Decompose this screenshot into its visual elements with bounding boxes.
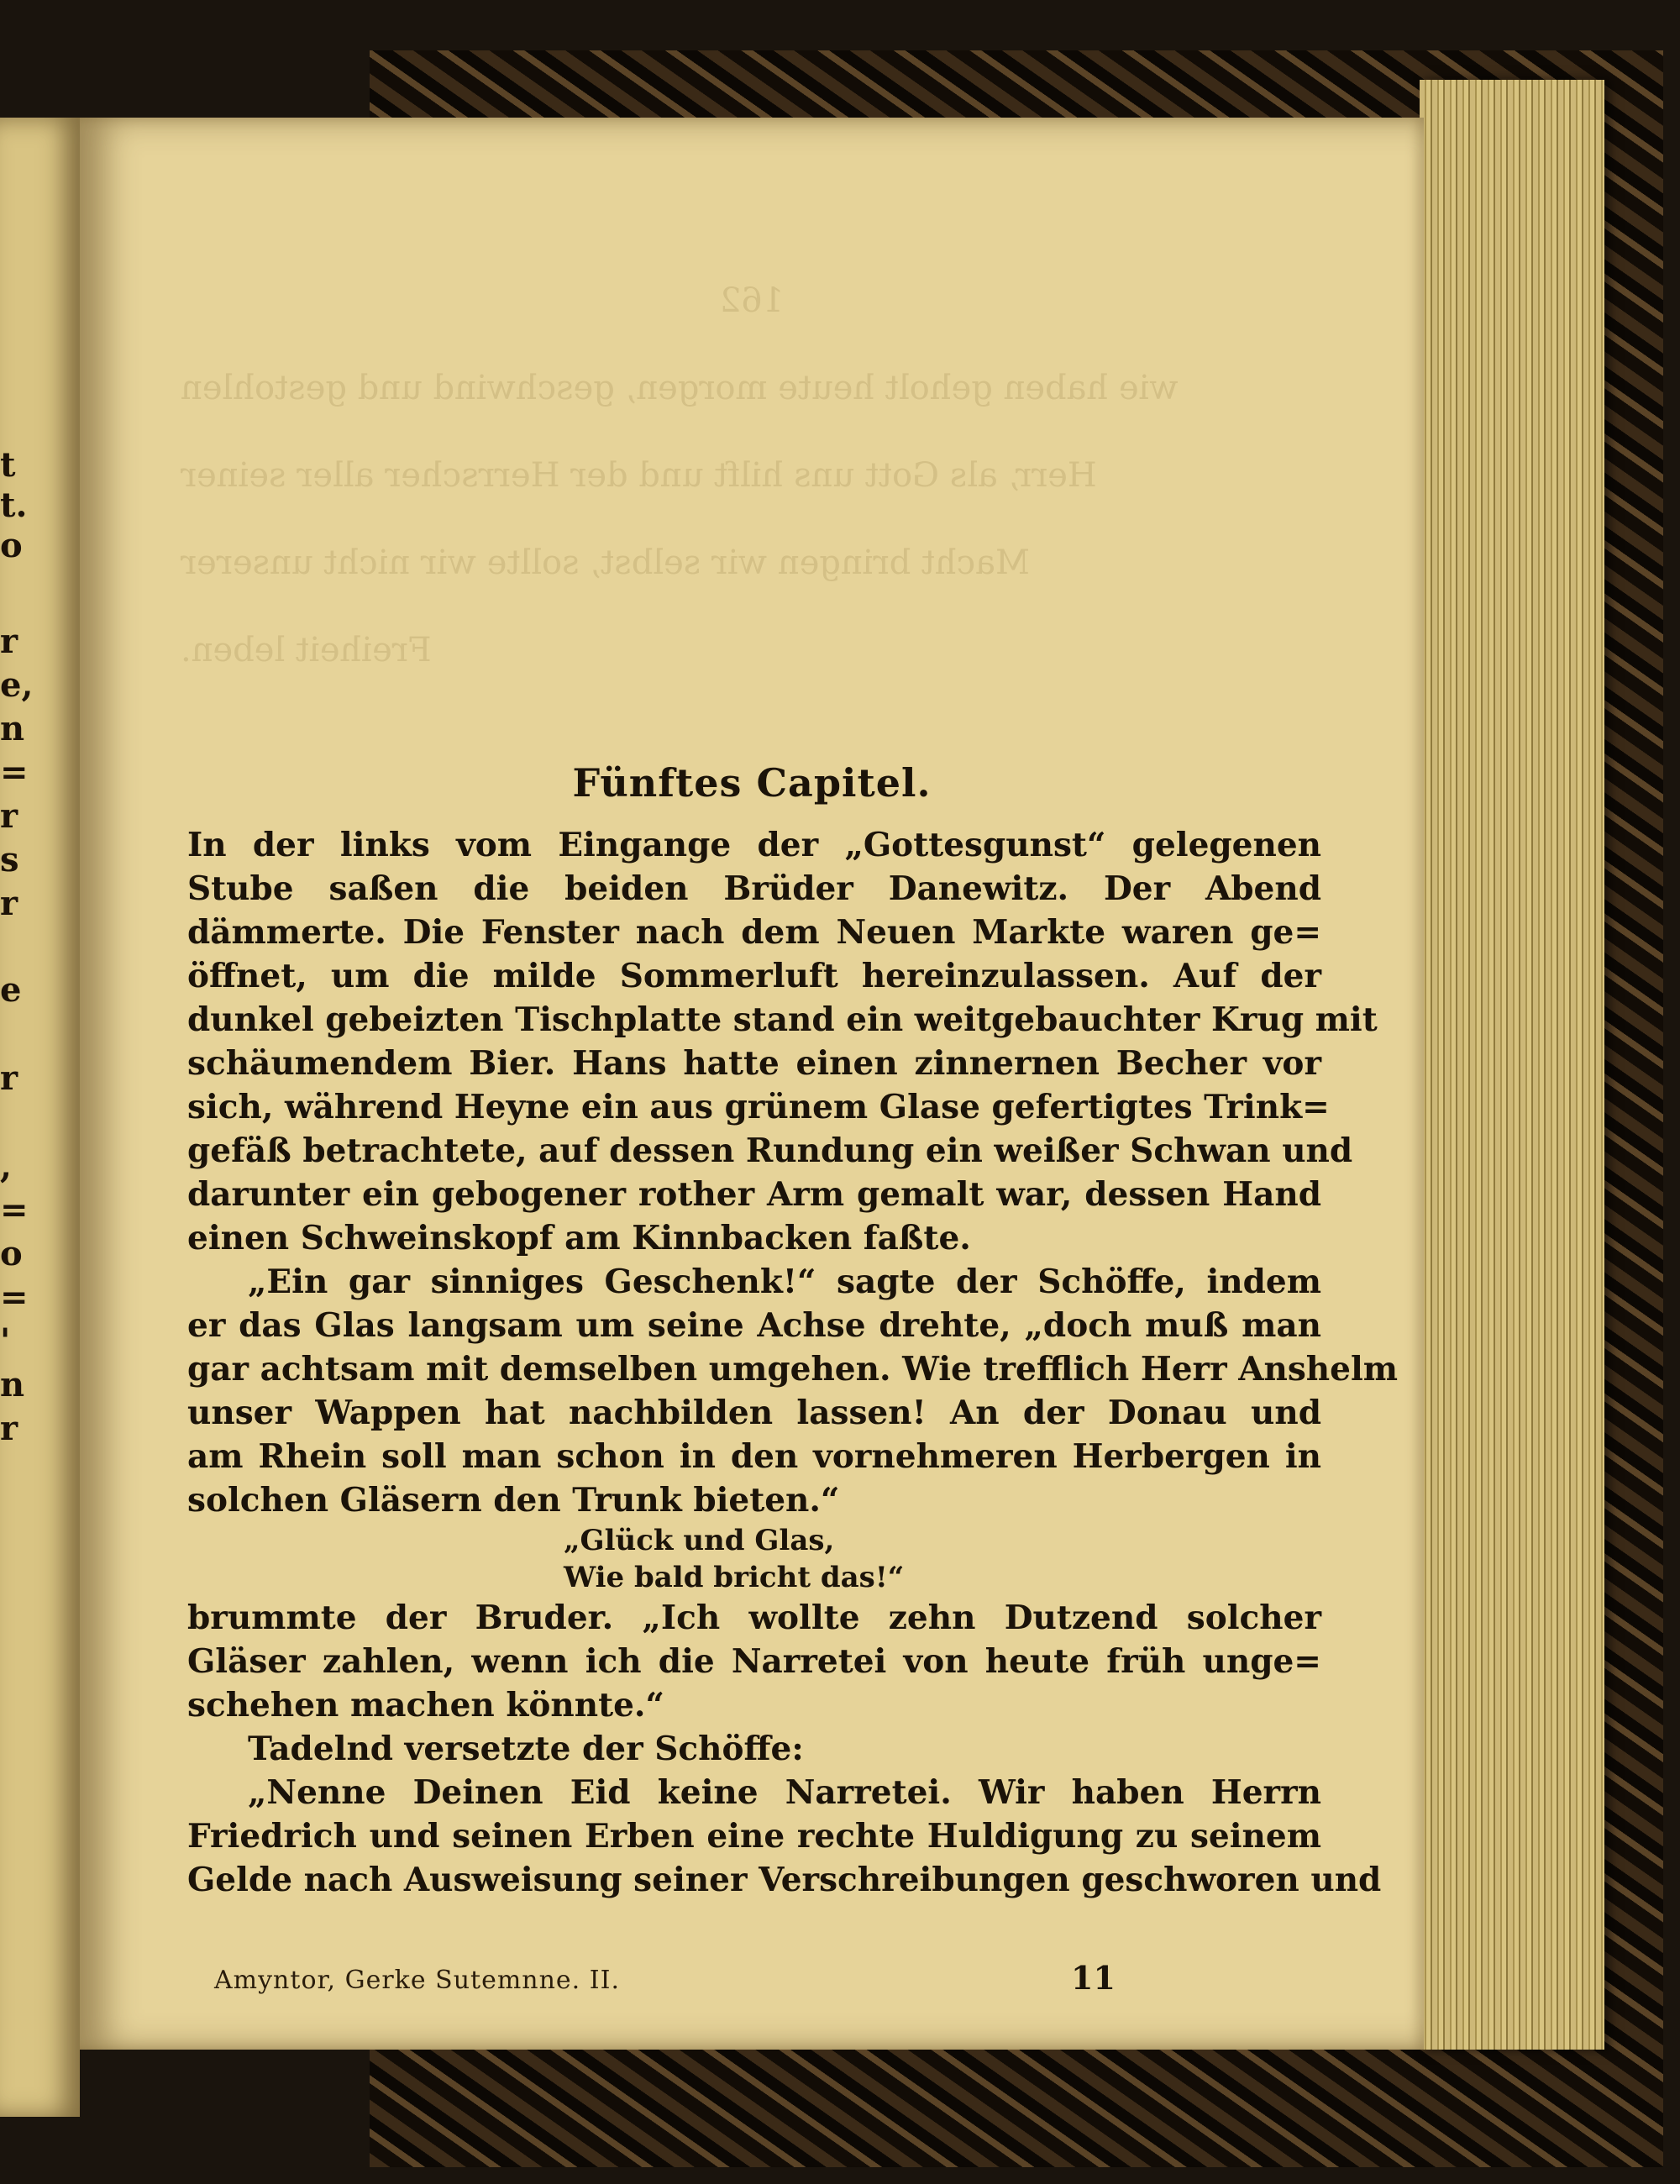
fragment: r bbox=[0, 1058, 18, 1098]
bleed-line: Herr, als Gott uns hilft und der Herrscher aller seiner bbox=[181, 456, 1097, 495]
fragment: r bbox=[0, 1409, 18, 1448]
text-line: dämmerte. Die Fenster nach dem Neuen Markte waren ge= bbox=[187, 913, 1321, 952]
fragment: e, bbox=[0, 665, 34, 705]
fragment: s bbox=[0, 840, 19, 879]
book-page bbox=[80, 118, 1424, 2050]
fragment: r bbox=[0, 622, 18, 661]
bleed-page-number: 162 bbox=[719, 281, 785, 320]
text-line: gefäß betrachtete, auf dessen Rundung ein weißer Schwan und bbox=[187, 1131, 1353, 1170]
page-edges bbox=[1420, 80, 1604, 2050]
bleed-line: wie haben geholt heute morgen, geschwind und gestohlen bbox=[181, 369, 1179, 407]
fragment: = bbox=[0, 1278, 29, 1317]
fragment: t bbox=[0, 445, 16, 485]
verse-line: Wie bald bricht das!“ bbox=[564, 1561, 905, 1594]
text-line: schehen machen könnte.“ bbox=[187, 1686, 664, 1725]
text-line: solchen Gläsern den Trunk bieten.“ bbox=[187, 1481, 840, 1520]
text-line: am Rhein soll man schon in den vornehmeren Herbergen in bbox=[187, 1437, 1321, 1476]
fragment: = bbox=[0, 1190, 29, 1230]
fragment: , bbox=[0, 1147, 12, 1186]
text-line: „Ein gar sinniges Geschenk!“ sagte der Schöffe, indem bbox=[248, 1263, 1321, 1301]
body-text bbox=[187, 823, 1399, 1902]
text-line: In der links vom Eingange der „Gottesgunst“ gelegenen bbox=[187, 826, 1321, 864]
fragment: ' bbox=[0, 1321, 11, 1361]
text-line: einen Schweinskopf am Kinnbacken faßte. bbox=[187, 1219, 971, 1257]
page-number: 11 bbox=[1071, 1959, 1116, 1997]
fragment: = bbox=[0, 753, 29, 792]
text-line: Gelde nach Ausweisung seiner Verschreibungen geschworen und bbox=[187, 1861, 1382, 1899]
text-line: unser Wappen hat nachbilden lassen! An der Donau und bbox=[187, 1394, 1321, 1432]
fragment: t. bbox=[0, 486, 28, 525]
text-line: dunkel gebeizten Tischplatte stand ein weitgebauchter Krug mit bbox=[187, 1000, 1378, 1039]
text-line: sich, während Heyne ein aus grünem Glase gefertigtes Trink= bbox=[187, 1088, 1330, 1126]
fragment: e bbox=[0, 970, 22, 1010]
footer-signature: Amyntor, Gerke Sutemnne. II. bbox=[214, 1966, 620, 1995]
text-line: Tadelnd versetzte der Schöffe: bbox=[248, 1730, 804, 1768]
fragment: o bbox=[0, 526, 23, 565]
verse-line: „Glück und Glas, bbox=[564, 1524, 835, 1557]
bleed-line: Macht bringen wir selbst, sollte wir nicht unserer bbox=[181, 543, 1030, 582]
text-line: „Nenne Deinen Eid keine Narretei. Wir haben Herrn bbox=[248, 1773, 1321, 1812]
left-facing-page bbox=[0, 118, 80, 2117]
text-line: darunter ein gebogener rother Arm gemalt war, dessen Hand bbox=[187, 1175, 1321, 1214]
text-line: er das Glas langsam um seine Achse drehte, „doch muß man bbox=[187, 1306, 1321, 1345]
fragment: n bbox=[0, 1365, 25, 1404]
fragment: r bbox=[0, 884, 18, 923]
text-line: Gläser zahlen, wenn ich die Narretei von heute früh unge= bbox=[187, 1642, 1321, 1681]
text-line: brummte der Bruder. „Ich wollte zehn Dutzend solcher bbox=[187, 1599, 1321, 1637]
text-line: schäumendem Bier. Hans hatte einen zinnernen Becher vor bbox=[187, 1044, 1321, 1083]
text-line: öffnet, um die milde Sommerluft hereinzulassen. Auf der bbox=[187, 957, 1321, 995]
chapter-title: Fünftes Capitel. bbox=[572, 760, 932, 806]
text-line: gar achtsam mit demselben umgehen. Wie trefflich Herr Anshelm bbox=[187, 1350, 1399, 1389]
text-line: Stube saßen die beiden Brüder Danewitz. Der Abend bbox=[187, 869, 1321, 908]
fragment: n bbox=[0, 709, 25, 748]
bleed-line: Freiheit leben. bbox=[181, 631, 432, 669]
fragment: r bbox=[0, 796, 18, 836]
bleed-through-text bbox=[181, 235, 1323, 706]
text-line: Friedrich und seinen Erben eine rechte Huldigung zu seinem bbox=[187, 1817, 1321, 1856]
fragment: o bbox=[0, 1234, 23, 1273]
